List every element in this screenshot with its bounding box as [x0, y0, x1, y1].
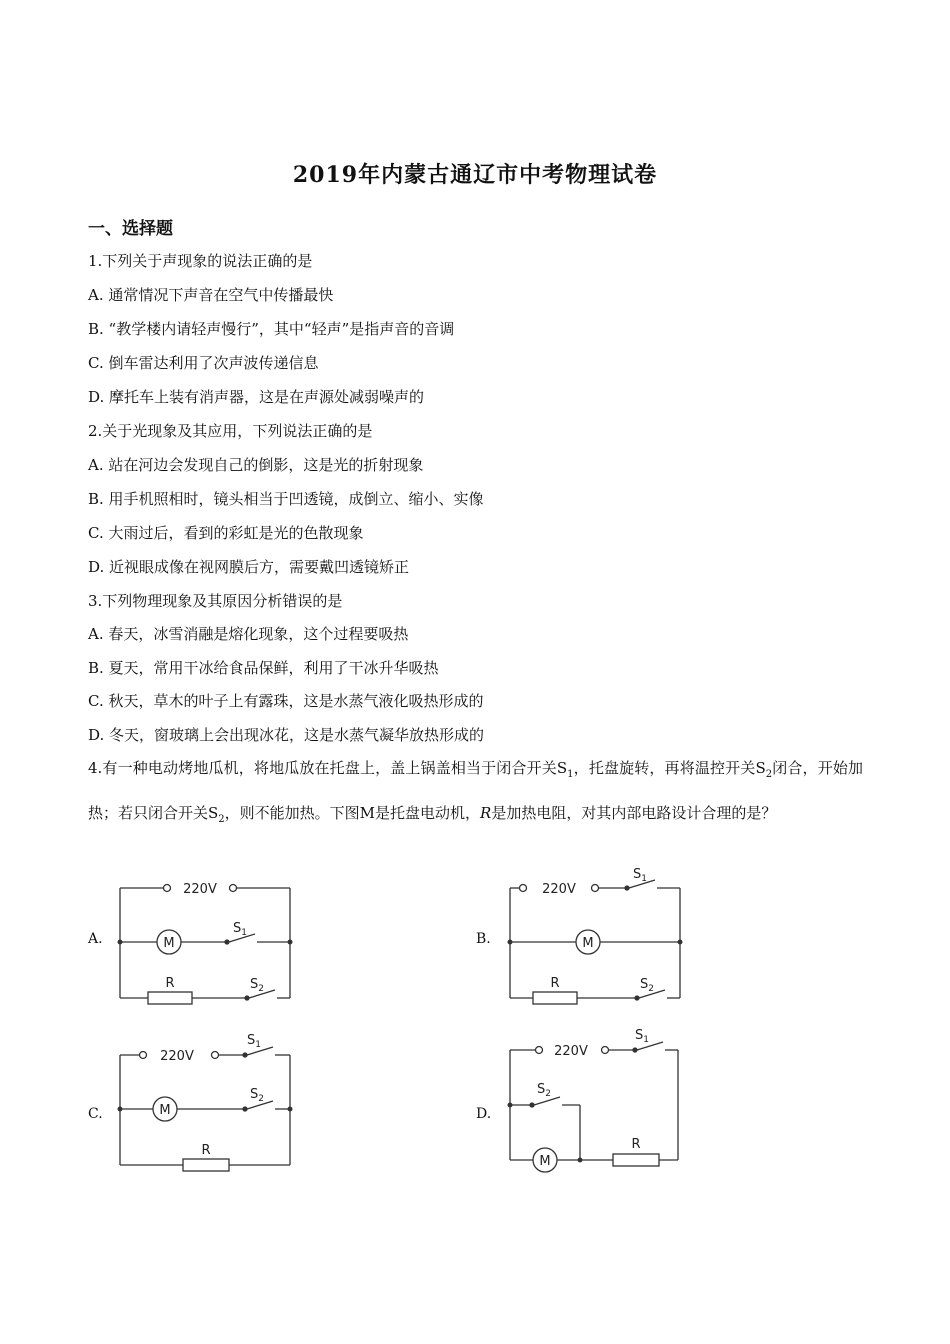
switch-s1-label: $S_1$: [247, 1033, 261, 1050]
resistor-label: R: [631, 1137, 641, 1152]
question-1-option-b: B. “教学楼内请轻声慢行”，其中“轻声”是指声音的音调: [88, 320, 455, 338]
switch-s1-label: $S_1$: [635, 1028, 649, 1045]
voltage-label: 220V: [160, 1049, 194, 1064]
voltage-label: 220V: [554, 1044, 588, 1059]
question-2-option-d: D. 近视眼成像在视网膜后方，需要戴凹透镜矫正: [88, 558, 410, 576]
question-4-stem: 4.有一种电动烤地瓜机，将地瓜放在托盘上，盖上锅盖相当于闭合开关$S_1$，托盘旋转，再将温控开关$S_2$闭合，开始加热；若只闭合开关$S_2$，则不能加热。下图M是托盘电动机，R是加热电阻，对其内部电路设计合理的是？: [88, 759, 863, 825]
motor-label: M: [159, 1103, 171, 1118]
voltage-label: 220V: [542, 882, 576, 897]
page-title: 2019年内蒙古通辽市中考物理试卷: [292, 162, 658, 188]
option-d-label: D.: [476, 1106, 492, 1122]
circuit-diagram-a: [105, 868, 305, 1008]
switch-s1-label: $S_1$: [633, 867, 647, 884]
section-heading: 一、选择题: [88, 219, 173, 239]
switch-s1-label: $S_1$: [233, 921, 247, 938]
question-1-option-c: C. 倒车雷达利用了次声波传递信息: [88, 354, 319, 372]
question-3-stem: 3.下列物理现象及其原因分析错误的是: [88, 592, 343, 610]
circuit-diagram-c: [105, 1035, 305, 1175]
question-3-option-b: B. 夏天，常用干冰给食品保鲜，利用了干冰升华吸热: [88, 659, 439, 677]
question-3-option-c: C. 秋天，草木的叶子上有露珠，这是水蒸气液化吸热形成的: [88, 692, 484, 710]
switch-s2-label: $S_2$: [250, 977, 264, 994]
resistor-label: R: [165, 976, 175, 991]
switch-s2-label: $S_2$: [250, 1087, 264, 1104]
motor-label: M: [539, 1154, 551, 1169]
option-c-label: C.: [88, 1106, 103, 1122]
question-2-option-b: B. 用手机照相时，镜头相当于凹透镜，成倒立、缩小、实像: [88, 490, 484, 508]
question-3-option-d: D. 冬天，窗玻璃上会出现冰花，这是水蒸气凝华放热形成的: [88, 726, 485, 744]
switch-s2-label: $S_2$: [537, 1082, 551, 1099]
question-2-option-c: C. 大雨过后，看到的彩虹是光的色散现象: [88, 524, 364, 542]
motor-label: M: [163, 936, 175, 951]
circuit-diagram-b: [495, 868, 695, 1008]
option-b-label: B.: [476, 931, 491, 947]
question-2-stem: 2.关于光现象及其应用，下列说法正确的是: [88, 422, 373, 440]
switch-s2-label: $S_2$: [640, 977, 654, 994]
question-1-option-a: A. 通常情况下声音在空气中传播最快: [88, 286, 334, 304]
question-1-stem: 1.下列关于声现象的说法正确的是: [88, 252, 313, 270]
question-1-option-d: D. 摩托车上装有消声器，这是在声源处减弱噪声的: [88, 388, 425, 406]
question-3-option-a: A. 春天，冰雪消融是熔化现象，这个过程要吸热: [88, 625, 409, 643]
resistor-label: R: [550, 976, 560, 991]
option-a-label: A.: [88, 931, 103, 947]
motor-label: M: [582, 936, 594, 951]
resistor-label: R: [201, 1143, 211, 1158]
question-2-option-a: A. 站在河边会发现自己的倒影，这是光的折射现象: [88, 456, 424, 474]
voltage-label: 220V: [183, 882, 217, 897]
circuit-diagram-d: [495, 1030, 695, 1180]
